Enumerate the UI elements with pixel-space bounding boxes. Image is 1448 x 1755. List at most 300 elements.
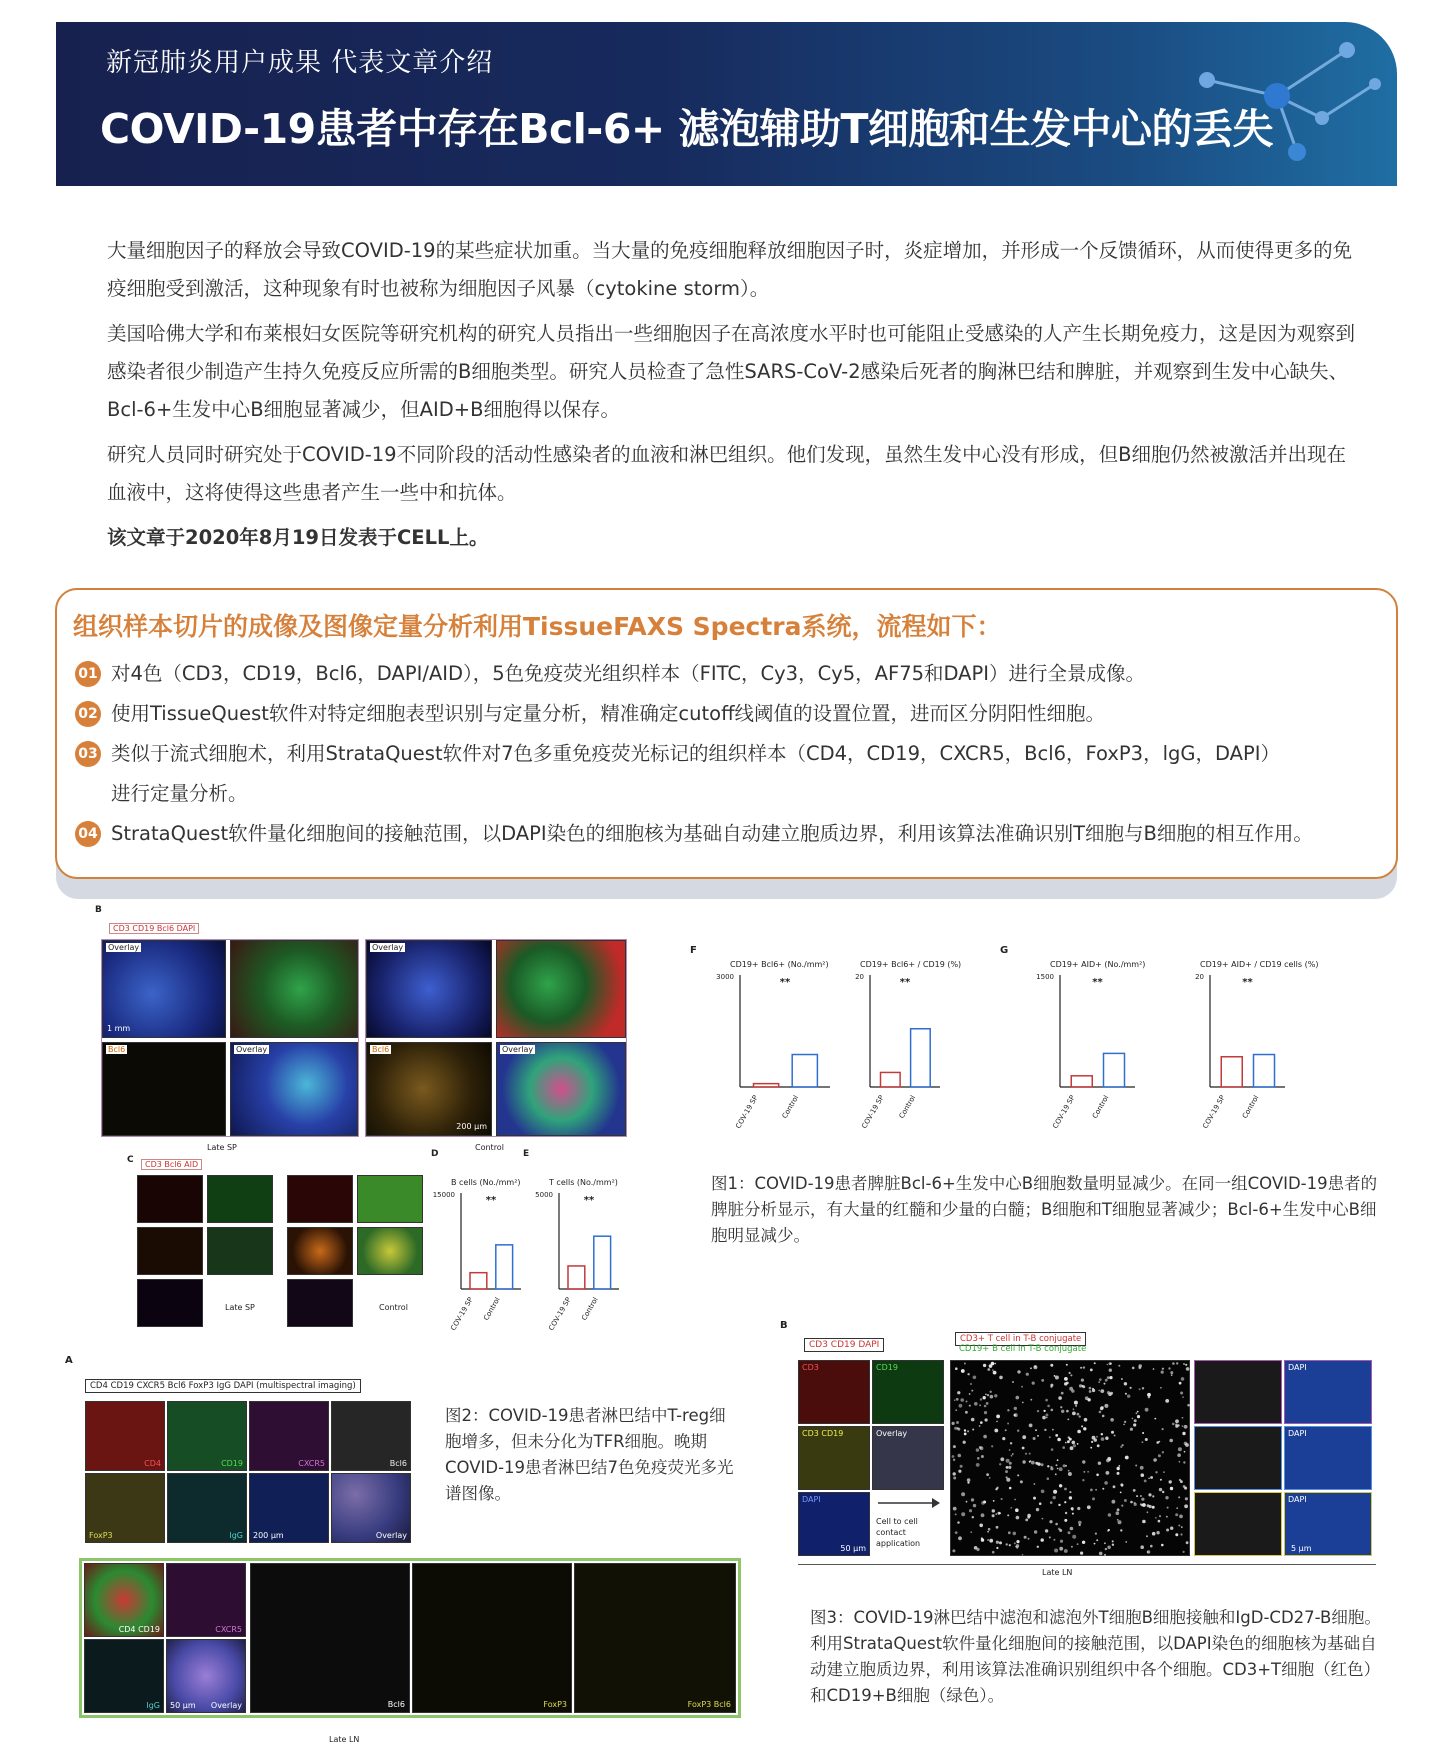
- workflow-step: [75, 654, 1145, 694]
- cell-dot: [1009, 1449, 1011, 1451]
- panel-label: E: [523, 1149, 530, 1159]
- intro-paragraph-3: 研究人员同时研究处于COVID-19不同阶段的活动性感染者的血液和淋巴组织。他们发现，虽然生发中心没有形成，但B细胞仍然被激活并出现在血液中，这将使得这些患者产生一些中和抗体。: [107, 443, 1346, 504]
- cell-dot: [1060, 1406, 1062, 1408]
- x-tick-label: Control: [1240, 1094, 1261, 1120]
- cell-dot: [964, 1363, 966, 1365]
- cell-dot: [973, 1376, 977, 1380]
- cell-dot: [1064, 1501, 1066, 1503]
- cell-dot: [991, 1445, 993, 1447]
- cell-dot: [1014, 1413, 1018, 1417]
- cell-dot: [1156, 1531, 1159, 1534]
- x-tick-label: Control: [780, 1094, 801, 1120]
- cell-dot: [970, 1531, 972, 1533]
- y-tick-label: 15000: [432, 1191, 455, 1199]
- cell-dot: [1183, 1551, 1185, 1553]
- cell-dot: [1050, 1364, 1053, 1367]
- cell-dot: [1135, 1465, 1137, 1467]
- cell-dot: [1165, 1399, 1169, 1403]
- cell-dot: [1107, 1364, 1109, 1366]
- cell-dot: [1104, 1542, 1106, 1544]
- cell-dot: [1039, 1502, 1042, 1505]
- cell-dot: [1154, 1418, 1156, 1420]
- cell-dot: [1136, 1495, 1138, 1497]
- cell-dot: [1071, 1508, 1073, 1510]
- cell-dot: [1120, 1492, 1122, 1494]
- intro-paragraph-2: 美国哈佛大学和布莱根妇女医院等研究机构的研究人员指出一些细胞因子在高浓度水平时也可能阻止受感染的人产生长期免疫力，这是因为观察到感染者很少制造产生持久免疫反应所需的B细胞类型。研究人员检查了急性SARS-CoV-2感染后死者的胸淋巴结和脾脏，并观察到生发中心缺失、Bcl-6+生发中心B细胞显著减少，但AID+B细胞得以保存。: [107, 322, 1356, 421]
- cell-dot: [1186, 1541, 1189, 1544]
- cell-dot: [1109, 1362, 1112, 1365]
- cell-dot: [1057, 1459, 1059, 1461]
- cell-dot: [1042, 1518, 1044, 1520]
- cell-dot: [977, 1457, 980, 1460]
- cell-dot: [1095, 1489, 1097, 1491]
- cell-dot: [1162, 1368, 1164, 1370]
- cell-dot: [981, 1537, 983, 1539]
- cell-dot: [1096, 1436, 1098, 1438]
- cell-dot: [1073, 1444, 1076, 1447]
- cell-dot: [965, 1411, 968, 1414]
- cell-dot: [1153, 1458, 1157, 1462]
- bar-control: [911, 1029, 931, 1087]
- cell-dot: [1107, 1376, 1110, 1379]
- cell-dot: [1095, 1533, 1097, 1535]
- cell-dot: [1094, 1543, 1096, 1545]
- cell-dot: [1078, 1521, 1082, 1525]
- cell-dot: [967, 1478, 971, 1482]
- cell-dot: [1155, 1517, 1157, 1519]
- cell-dot: [1153, 1368, 1155, 1370]
- cell-dot: [1053, 1490, 1057, 1494]
- cell-dot: [1141, 1504, 1144, 1507]
- cell-dot: [1097, 1444, 1100, 1447]
- cell-dot: [992, 1514, 995, 1517]
- micrograph: [230, 940, 358, 1038]
- cell-dot: [1178, 1525, 1180, 1527]
- cell-dot: [1058, 1528, 1061, 1531]
- cell-dot: [994, 1394, 997, 1397]
- cell-dot: [996, 1526, 999, 1529]
- step-number: 03: [75, 741, 101, 767]
- cell-dot: [1007, 1514, 1009, 1516]
- panel-legend: CD4 CD19 CXCR5 Bcl6 FoxP3 IgG DAPI (multispectral imaging): [85, 1379, 361, 1393]
- cell-dot: [976, 1548, 979, 1551]
- plot-title: CD19+ Bcl6+ / CD19 (%): [860, 960, 962, 969]
- cell-dot: [1064, 1377, 1068, 1381]
- significance: **: [1242, 977, 1253, 988]
- cell-dot: [1175, 1424, 1177, 1426]
- step-text: 类似于流式细胞术，利用StrataQuest软件对7色多重免疫荧光标记的组织样本（CD4，CD19，CXCR5，Bcl6，FoxP3，lgG，DAPI）: [111, 742, 1281, 765]
- step-text: 对4色（CD3，CD19，Bcl6，DAPI/AID），5色免疫荧光组织样本（FITC，Cy3，Cy5，AF75和DAPI）进行全景成像。: [111, 662, 1146, 685]
- cell-dot: [1168, 1367, 1170, 1369]
- micrograph: DAPI 5 μm: [1284, 1492, 1372, 1556]
- cell-dot: [1080, 1552, 1083, 1555]
- cell-dot: [1140, 1545, 1144, 1549]
- cell-dot: [1068, 1470, 1070, 1472]
- cell-dot: [1092, 1388, 1094, 1390]
- micrograph: [207, 1227, 273, 1275]
- cell-dot: [1050, 1386, 1052, 1388]
- cell-dot: [955, 1531, 958, 1534]
- cell-dot: [1058, 1504, 1060, 1506]
- cell-dot: [955, 1513, 957, 1515]
- plot-title: B cells (No./mm²): [451, 1178, 521, 1187]
- cell-dot: [1170, 1487, 1173, 1490]
- cell-dot: [1162, 1451, 1164, 1453]
- banner-title: COVID-19患者中存在Bcl-6+ 滤泡辅助T细胞和生发中心的丢失: [100, 105, 1273, 153]
- late-sp-group: [101, 939, 359, 1137]
- cell-dot: [1112, 1544, 1114, 1546]
- cell-dot: [1072, 1513, 1074, 1515]
- cell-dot: [1079, 1524, 1081, 1526]
- micrograph: [287, 1227, 353, 1275]
- cell-dot: [1142, 1520, 1146, 1524]
- cell-dot: [1060, 1540, 1063, 1543]
- cell-dot: [961, 1512, 965, 1516]
- cell-dot: [1169, 1480, 1172, 1483]
- x-tick-label: COV-19 SP: [547, 1296, 573, 1333]
- micrograph: FoxP3 Bcl6: [574, 1563, 736, 1713]
- cell-dot: [990, 1391, 992, 1393]
- cell-dot: [1034, 1483, 1036, 1485]
- x-tick-label: Control: [580, 1296, 600, 1322]
- cell-dot: [1139, 1364, 1142, 1367]
- cell-dot: [1106, 1471, 1110, 1475]
- cell-dot: [1127, 1395, 1130, 1398]
- cell-dot: [1134, 1502, 1136, 1504]
- cell-dot: [985, 1394, 987, 1396]
- micrograph: [207, 1175, 273, 1223]
- cell-dot: [1029, 1453, 1031, 1455]
- cell-dot: [972, 1516, 974, 1518]
- cell-dot: [1137, 1411, 1139, 1413]
- micrograph: DAPI: [1284, 1426, 1372, 1490]
- cell-dot: [1028, 1538, 1030, 1540]
- cell-dot: [1150, 1545, 1153, 1548]
- cell-dot: [1101, 1433, 1103, 1435]
- cell-dot: [1159, 1488, 1162, 1491]
- cell-dot: [1092, 1497, 1095, 1500]
- cell-dot: [1025, 1519, 1028, 1522]
- cell-dot: [1117, 1472, 1120, 1475]
- cell-dot: [1137, 1415, 1140, 1418]
- cell-dot: [1068, 1531, 1071, 1534]
- cell-dot: [1057, 1438, 1061, 1442]
- cell-dot: [1006, 1459, 1010, 1463]
- cell-dot: [1009, 1462, 1012, 1465]
- cell-dot: [1161, 1544, 1164, 1547]
- cell-dot: [1120, 1529, 1122, 1531]
- cell-dot: [1118, 1520, 1122, 1524]
- micrograph: [137, 1175, 203, 1223]
- cell-dot: [1144, 1480, 1147, 1483]
- cell-dot: [1118, 1465, 1120, 1467]
- micrograph: FoxP3: [412, 1563, 572, 1713]
- cell-dot: [996, 1415, 1000, 1419]
- panel-legend: CD3 CD19 Bcl6 DAPI: [109, 923, 199, 934]
- cell-dot: [1100, 1389, 1104, 1393]
- cell-dot: [996, 1487, 998, 1489]
- micrograph: CD3: [798, 1360, 870, 1424]
- cell-dot: [1087, 1471, 1089, 1473]
- cell-dot: [1098, 1462, 1101, 1465]
- cell-dot: [953, 1445, 956, 1448]
- cell-dot: [1124, 1382, 1127, 1385]
- cell-dot: [1069, 1372, 1071, 1374]
- cell-dot: [976, 1448, 979, 1451]
- cell-dot: [1047, 1477, 1050, 1480]
- significance: **: [1092, 977, 1103, 988]
- cell-dot: [1082, 1460, 1085, 1463]
- cell-dot: [999, 1376, 1003, 1380]
- cell-dot: [1067, 1440, 1070, 1443]
- cell-dot: [971, 1390, 973, 1392]
- cell-dot: [1142, 1432, 1144, 1434]
- plot-title: T cells (No./mm²): [549, 1178, 618, 1187]
- micrograph: DAPI 50 μm: [798, 1492, 870, 1556]
- cell-dot: [1066, 1410, 1069, 1413]
- workflow-step: [75, 814, 1313, 854]
- conjugate-zoom: [1194, 1360, 1374, 1556]
- cell-dot: [992, 1369, 994, 1371]
- cell-dot: [992, 1551, 995, 1554]
- cell-dot: [1064, 1488, 1067, 1491]
- arrow-right-icon: [876, 1496, 942, 1510]
- cell-dot: [1114, 1435, 1116, 1437]
- cell-dot: [1132, 1367, 1135, 1370]
- cell-dot: [1148, 1493, 1151, 1496]
- y-tick-label: 20: [1195, 973, 1204, 981]
- cell-dot: [1167, 1507, 1169, 1509]
- cell-dot: [996, 1547, 998, 1549]
- cell-dot: [1071, 1389, 1074, 1392]
- cell-dot: [1061, 1392, 1064, 1395]
- cell-dot: [1184, 1442, 1188, 1446]
- cell-dot: [980, 1398, 982, 1400]
- cell-dot: [1044, 1429, 1046, 1431]
- cell-dot: [986, 1473, 989, 1476]
- cell-dot: [1022, 1554, 1024, 1556]
- cell-dot: [971, 1418, 975, 1422]
- cell-dot: [1065, 1512, 1067, 1514]
- cell-dot: [1166, 1516, 1168, 1518]
- cell-dot: [1121, 1505, 1123, 1507]
- late-sp-c: [137, 1175, 277, 1331]
- cell-dot: [1175, 1419, 1179, 1423]
- cell-dot: [1091, 1441, 1093, 1443]
- cell-dot: [1043, 1410, 1045, 1412]
- cell-dot: [1176, 1362, 1178, 1364]
- cell-dot: [1081, 1379, 1084, 1382]
- cell-dot: [1158, 1454, 1161, 1457]
- cell-dot: [966, 1401, 968, 1403]
- cell-dot: [1134, 1419, 1137, 1422]
- cell-dot: [1010, 1442, 1012, 1444]
- group-label: Late LN: [329, 1735, 360, 1744]
- cell-dot: [970, 1383, 972, 1385]
- cell-dot: [1183, 1363, 1185, 1365]
- cell-dot: [979, 1524, 983, 1528]
- panel-label: A: [65, 1355, 73, 1366]
- cell-dot: [1009, 1544, 1011, 1546]
- cell-dot: [1169, 1439, 1173, 1443]
- cell-dot: [1027, 1514, 1031, 1518]
- cell-dot: [1013, 1532, 1017, 1536]
- cell-dot: [1055, 1473, 1057, 1475]
- cell-dot: [992, 1509, 995, 1512]
- cell-dot: [1089, 1387, 1092, 1390]
- cell-dot: [1026, 1373, 1029, 1376]
- cell-dot: [1041, 1538, 1044, 1541]
- micrograph: CD4 CD19: [84, 1563, 164, 1637]
- cell-dot: [1176, 1507, 1178, 1509]
- cell-dot: [1109, 1376, 1112, 1379]
- micrograph: Bcl6: [331, 1401, 411, 1471]
- cell-dot: [1033, 1365, 1037, 1369]
- cell-dot: [961, 1369, 965, 1373]
- cell-dot: [1024, 1536, 1027, 1539]
- micrograph: FoxP3: [85, 1473, 165, 1543]
- cell-dot: [1105, 1548, 1107, 1550]
- micrograph: Overlay 1 mm: [102, 940, 226, 1038]
- cell-dot: [967, 1430, 969, 1432]
- cell-dot: [1140, 1466, 1144, 1470]
- cell-dot: [1142, 1387, 1144, 1389]
- cell-dot: [1101, 1406, 1104, 1409]
- cell-dot: [960, 1398, 964, 1402]
- cell-dot: [952, 1549, 955, 1552]
- cell-dot: [953, 1477, 956, 1480]
- cell-dot: [1017, 1370, 1020, 1373]
- figure1-left: [95, 905, 635, 1335]
- cell-dot: [1075, 1405, 1077, 1407]
- significance: **: [779, 977, 791, 988]
- micrograph: CD4: [85, 1401, 165, 1471]
- cell-dot: [1041, 1463, 1044, 1466]
- cell-dot: [1016, 1516, 1020, 1520]
- cell-dot: [1145, 1438, 1148, 1441]
- cell-dot: [981, 1455, 984, 1458]
- cell-dot: [1052, 1429, 1054, 1431]
- bar-cov19: [881, 1072, 901, 1087]
- cell-dot: [1068, 1472, 1072, 1476]
- cell-dot: [955, 1367, 958, 1370]
- cell-dot: [1077, 1543, 1079, 1545]
- cell-dot: [1077, 1507, 1080, 1510]
- micrograph: CD19: [167, 1401, 247, 1471]
- cell-dot: [981, 1513, 985, 1517]
- cell-dot: [1133, 1423, 1136, 1426]
- legend-conjugate-t: CD3+ T cell in T-B conjugate: [955, 1332, 1086, 1346]
- cell-dot: [1029, 1424, 1033, 1428]
- step-number: 02: [75, 701, 101, 727]
- cell-dot: [1006, 1476, 1008, 1478]
- cell-dot: [1055, 1376, 1059, 1380]
- cell-dot: [1072, 1535, 1076, 1539]
- cell-dot: [1082, 1479, 1084, 1481]
- cell-dot: [1181, 1377, 1185, 1381]
- bar-control: [1104, 1053, 1125, 1087]
- x-tick-label: Control: [1090, 1094, 1111, 1120]
- cell-dot: [1047, 1465, 1049, 1467]
- bar-cov19: [470, 1273, 487, 1289]
- cell-dot: [1159, 1515, 1161, 1517]
- cell-dot: [1054, 1375, 1056, 1377]
- axis-line: [798, 1564, 1376, 1565]
- cell-dot: [1171, 1374, 1173, 1376]
- cell-dot: [1163, 1471, 1165, 1473]
- cell-dot: [1014, 1499, 1016, 1501]
- legend-conjugate-b: CD19+ B cell in T-B conjugate: [959, 1344, 1087, 1354]
- cell-dot: [953, 1507, 957, 1511]
- cell-dot: [958, 1470, 961, 1473]
- cell-dot: [1083, 1366, 1085, 1368]
- cell-dot: [1184, 1425, 1188, 1429]
- cell-dot: [1021, 1386, 1023, 1388]
- bar-cov19: [568, 1266, 585, 1289]
- cell-dot: [1053, 1539, 1055, 1541]
- y-tick-label: 5000: [535, 1191, 553, 1199]
- cell-dot: [986, 1402, 989, 1405]
- cell-dot: [1022, 1460, 1025, 1463]
- cell-dot: [1015, 1508, 1019, 1512]
- cell-dot: [1037, 1462, 1040, 1465]
- cell-dot: [1069, 1491, 1071, 1493]
- cell-dot: [1148, 1478, 1150, 1480]
- micrograph: 50 μm Overlay: [166, 1639, 246, 1713]
- cell-dot: [1031, 1461, 1035, 1465]
- cell-dot: [1037, 1410, 1039, 1412]
- cell-dot: [1017, 1430, 1019, 1432]
- cell-dot: [1099, 1378, 1102, 1381]
- cell-dot: [1147, 1511, 1149, 1513]
- cell-dot: [1133, 1489, 1136, 1492]
- cell-dot: [988, 1528, 991, 1531]
- cell-dot: [1179, 1461, 1181, 1463]
- cell-dot: [979, 1404, 981, 1406]
- zoom-strip: [79, 1558, 741, 1718]
- arrow-text: Cell to cell contact application: [876, 1517, 921, 1548]
- micrograph: Overlay: [872, 1426, 944, 1490]
- cell-dot: [1049, 1436, 1051, 1438]
- cell-dot: [1080, 1367, 1082, 1369]
- plot-title: CD19+ AID+ / CD19 cells (%): [1200, 960, 1319, 969]
- cell-dot: [985, 1418, 988, 1421]
- cell-dot: [1059, 1484, 1062, 1487]
- cell-dot: [1158, 1441, 1160, 1443]
- cell-dot: [955, 1409, 957, 1411]
- y-tick-label: 20: [855, 973, 864, 981]
- cell-dot: [1111, 1431, 1114, 1434]
- cell-dot: [1104, 1404, 1108, 1408]
- cell-dots: [951, 1361, 1191, 1557]
- header-banner: [56, 22, 1397, 186]
- cell-dot: [1042, 1416, 1046, 1420]
- cell-dot: [1049, 1520, 1052, 1523]
- cell-dot: [1104, 1554, 1106, 1556]
- cell-dot: [1011, 1455, 1013, 1457]
- cell-dot: [1065, 1442, 1067, 1444]
- cell-dot: [1051, 1448, 1054, 1451]
- cell-dot: [1045, 1414, 1048, 1417]
- plot-title: CD19+ Bcl6+ (No./mm²): [730, 960, 829, 969]
- cell-dot: [1037, 1546, 1039, 1548]
- cell-dot: [1147, 1393, 1151, 1397]
- cell-dot: [952, 1422, 955, 1425]
- cell-dot: [983, 1501, 986, 1504]
- cell-dot: [979, 1446, 982, 1449]
- intro-text: [107, 232, 1357, 564]
- cell-dot: [1161, 1371, 1164, 1374]
